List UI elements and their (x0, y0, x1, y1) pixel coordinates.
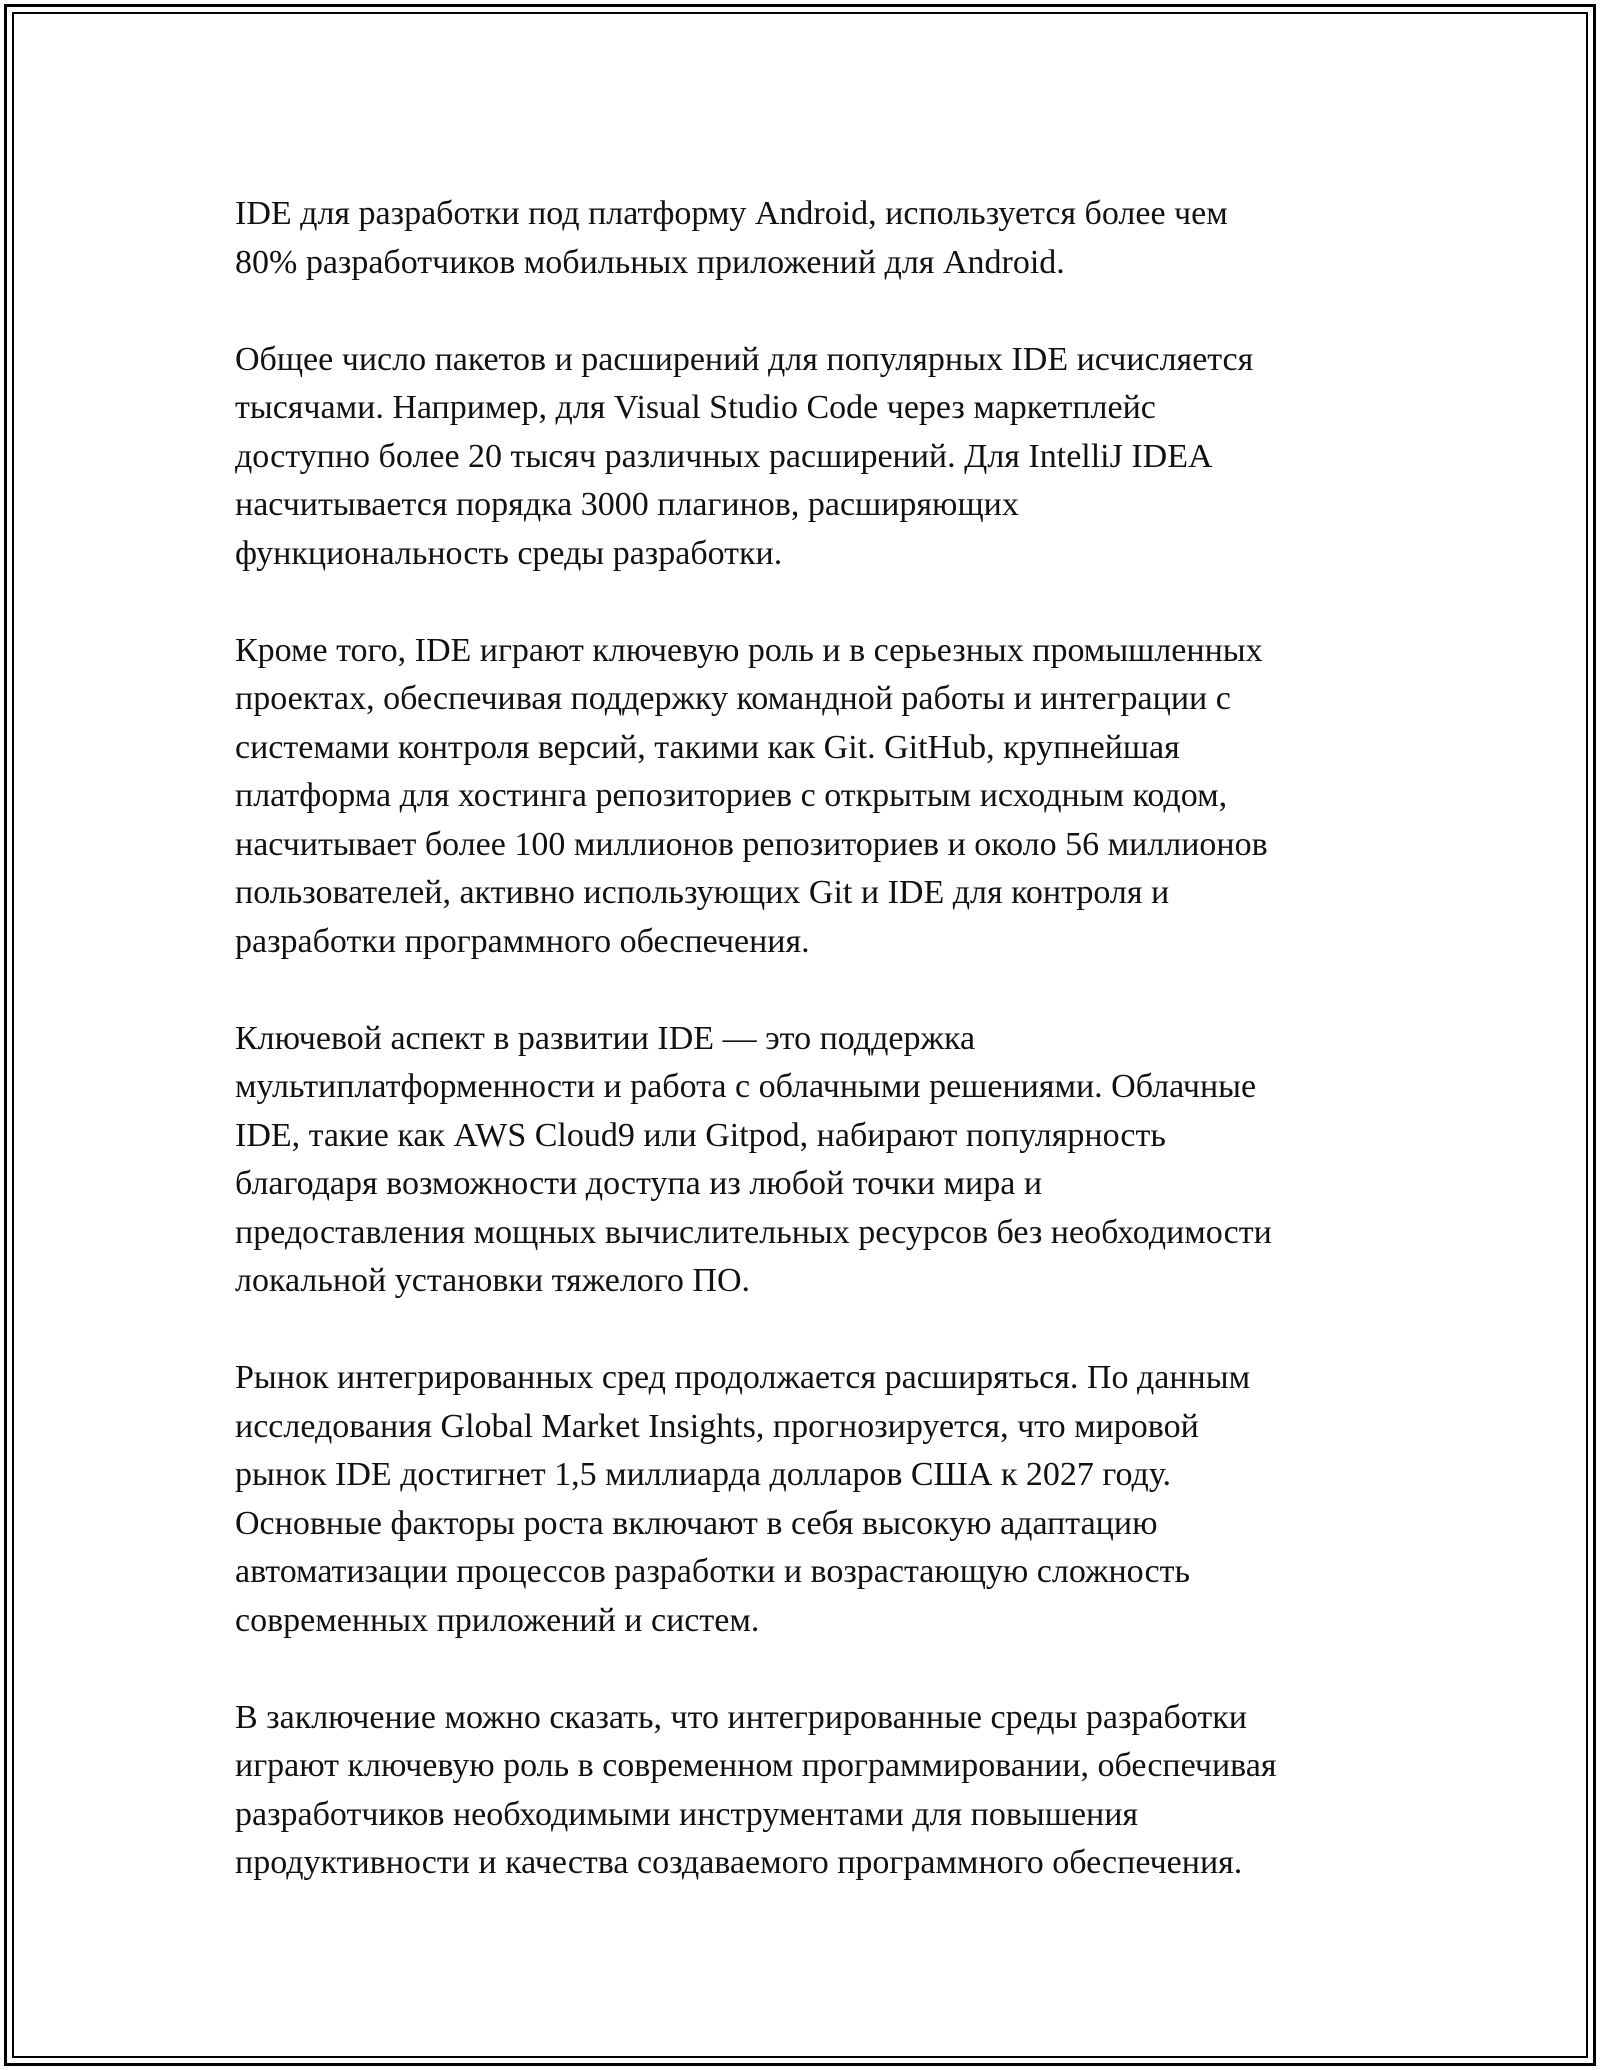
text-line: мультиплатформенности и работа с облачными решениями. Облачные (235, 1068, 1257, 1105)
text-line: предоставления мощных вычислительных ресурсов без необходимости (235, 1213, 1272, 1251)
text-line: системами контроля версий, такими как Git. GitHub, крупнейшая (235, 728, 1180, 766)
text-line: продуктивности и качества создаваемого программного обеспечения. (235, 1844, 1243, 1881)
paragraph (235, 1015, 1385, 1306)
paragraph (235, 1354, 1385, 1645)
text-line: тысячами. Например, для Visual Studio Code через маркетплейс (235, 389, 1156, 426)
text-line: платформа для хостинга репозиториев с открытым исходным кодом, (235, 777, 1228, 814)
text-line: Основные факторы роста включают в себя высокую адаптацию (235, 1504, 1158, 1542)
paragraph (235, 190, 1385, 287)
paragraph (235, 1694, 1385, 1888)
text-line: автоматизации процессов разработки и возрастающую сложность (235, 1553, 1190, 1590)
paragraph (235, 627, 1385, 967)
text-line: 80% разработчиков мобильных приложений для Android. (235, 243, 1065, 281)
text-line: проектах, обеспечивая поддержку командной работы и интеграции с (235, 680, 1231, 717)
text-line: разработчиков необходимыми инструментами для повышения (235, 1795, 1139, 1833)
text-line: IDE, такие как AWS Cloud9 или Gitpod, набирают популярность (235, 1116, 1166, 1154)
text-line: благодаря возможности доступа из любой точки мира и (235, 1165, 1043, 1202)
text-line: Кроме того, IDE играют ключевую роль и в серьезных промышленных (235, 631, 1263, 669)
text-line: IDE для разработки под платформу Android, используется более чем (235, 195, 1228, 232)
text-line: Ключевой аспект в развитии IDE — это поддержка (235, 1019, 976, 1057)
text-line: насчитывается порядка 3000 плагинов, расширяющих (235, 486, 1019, 523)
document-body (235, 190, 1385, 1936)
text-line: Рынок интегрированных сред продолжается расширяться. По данным (235, 1359, 1251, 1396)
text-line: пользователей, активно использующих Git и IDE для контроля и (235, 874, 1170, 911)
text-line: играют ключевую роль в современном программировании, обеспечивая (235, 1747, 1277, 1784)
text-line: рынок IDE достигнет 1,5 миллиарда долларов США к 2027 году. (235, 1456, 1171, 1493)
text-line: доступно более 20 тысяч различных расширений. Для IntelliJ IDEA (235, 437, 1213, 475)
text-line: В заключение можно сказать, что интегрированные среды разработки (235, 1698, 1247, 1736)
paragraph (235, 336, 1385, 579)
text-line: насчитывает более 100 миллионов репозиториев и около 56 миллионов (235, 825, 1268, 863)
text-line: разработки программного обеспечения. (235, 922, 810, 960)
text-line: функциональность среды разработки. (235, 534, 783, 572)
text-line: локальной установки тяжелого ПО. (235, 1262, 750, 1299)
text-line: исследования Global Market Insights, прогнозируется, что мировой (235, 1407, 1199, 1445)
text-line: современных приложений и систем. (235, 1601, 760, 1639)
text-line: Общее число пакетов и расширений для популярных IDE исчисляется (235, 340, 1254, 378)
